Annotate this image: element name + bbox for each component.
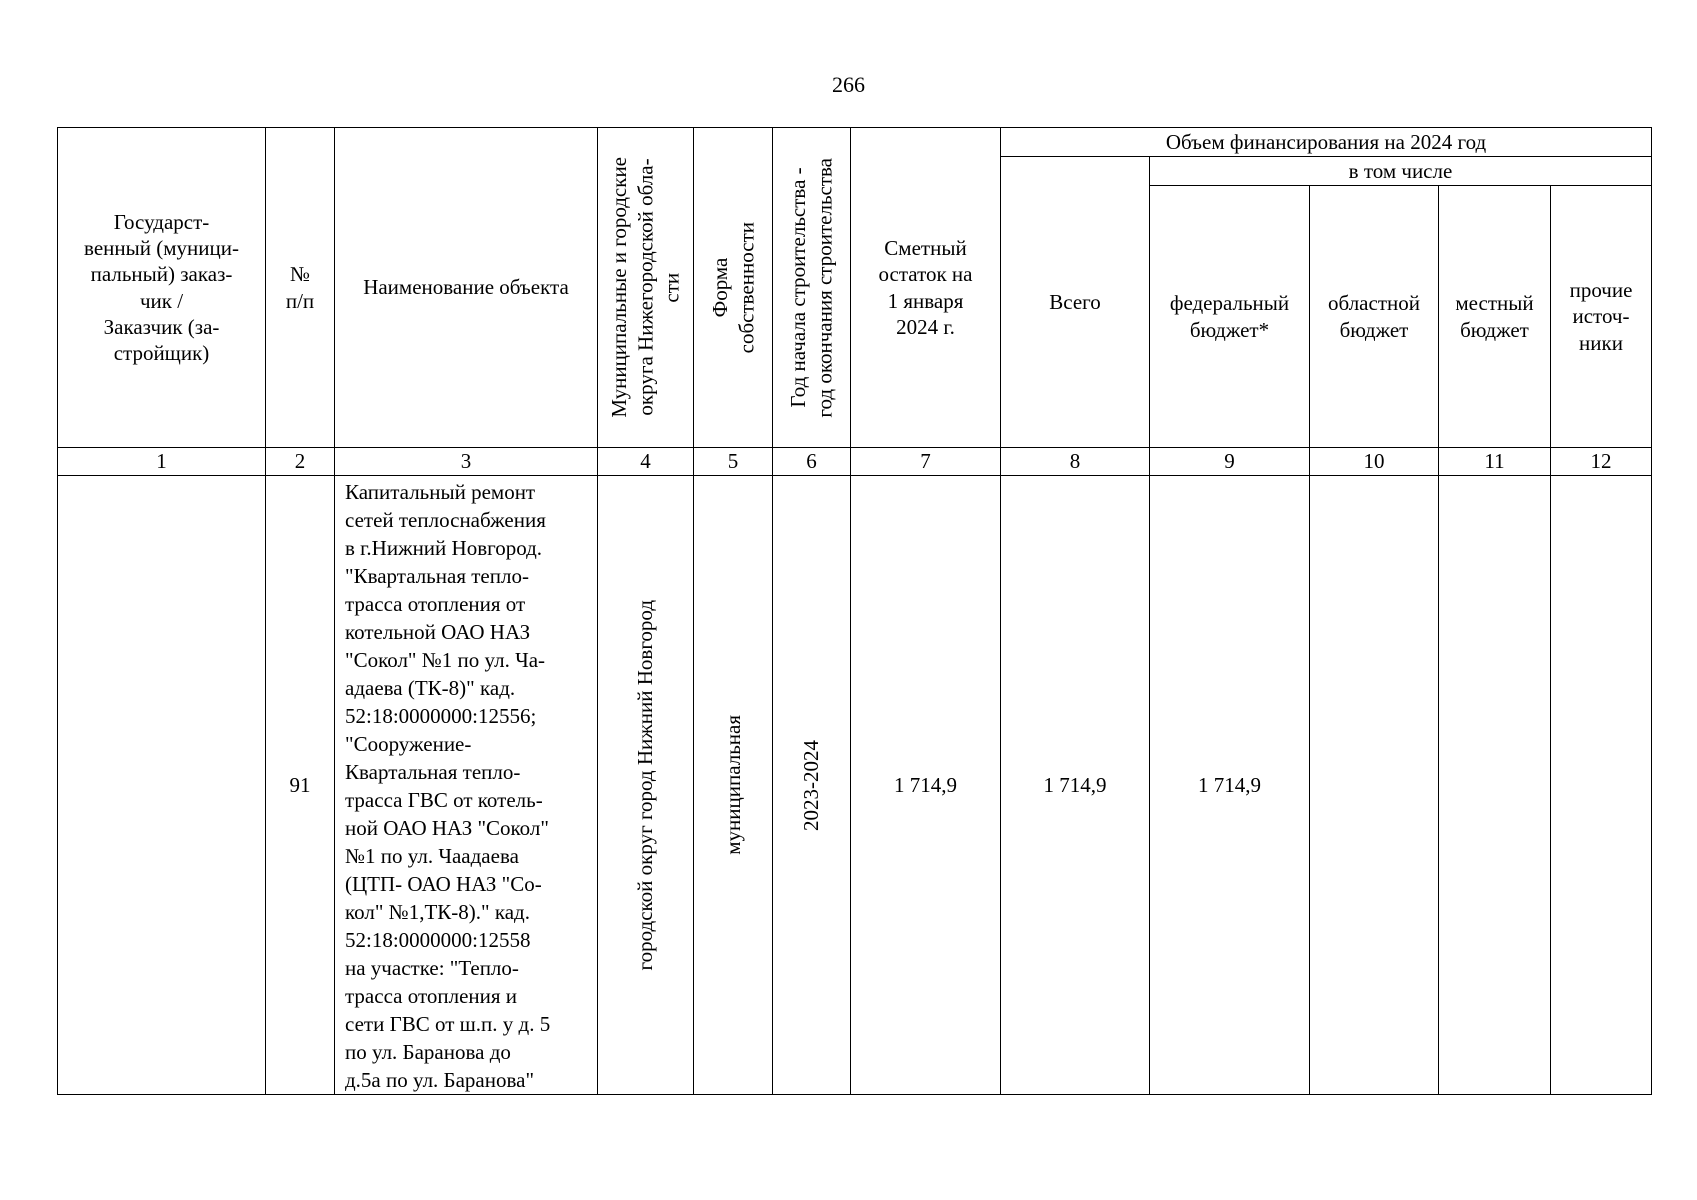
- header-including: в том числе: [1150, 157, 1652, 186]
- cell-customer: [58, 476, 266, 1095]
- header-years: [773, 128, 851, 448]
- cell-ownership-text: муниципальная: [720, 715, 745, 855]
- cell-estimate: 1 714,9: [851, 476, 1001, 1095]
- header-municipality-text: Муниципальные и городские округа Нижегородской обла- сти: [607, 157, 684, 418]
- header-total: Всего: [1001, 157, 1150, 448]
- column-number: 12: [1551, 448, 1652, 476]
- header-other: прочие источ- ники: [1551, 186, 1652, 448]
- header-number: № п/п: [266, 128, 335, 448]
- cell-total: 1 714,9: [1001, 476, 1150, 1095]
- column-number: 5: [694, 448, 773, 476]
- cell-local: [1439, 476, 1551, 1095]
- header-ownership: [694, 128, 773, 448]
- header-years-text: Год начала строительства - год окончания строительства: [786, 157, 837, 418]
- cell-years-text: 2023-2024: [799, 739, 824, 831]
- header-funding-title: Объем финансирования на 2024 год: [1001, 128, 1652, 157]
- cell-number: 91: [266, 476, 335, 1095]
- column-number: 3: [335, 448, 598, 476]
- page-number: 266: [832, 72, 865, 97]
- header-federal: федеральный бюджет*: [1150, 186, 1310, 448]
- column-number: 2: [266, 448, 335, 476]
- header-object-name: Наименование объекта: [335, 128, 598, 448]
- cell-municipality: [598, 476, 694, 1095]
- column-numbers-row: [58, 448, 1652, 476]
- cell-municipality-text: городской округ город Нижний Новгород: [633, 599, 658, 971]
- table-row: [58, 476, 1652, 1095]
- cell-object-name: Капитальный ремонт сетей теплоснабжения в г.Нижний Новгород. "Квартальная тепло- трасса отопления от котельной ОАО НАЗ "Сокол" №1 по ул. Ча- адаева (ТК-8)" кад. 52:18:0000000:12556; "Сооружение- Квартальная тепло- трасса ГВС от котель- ной ОАО НАЗ "Сокол" №1 по ул. Чаадаева (ЦТП- ОАО НАЗ "Со- кол" №1,ТК-8)." кад. 52:18:0000000:12558 на участке: "Тепло- трасса отопления и сети ГВС от ш.п. у д. 5 по ул. Баранова до д.5а по ул. Баранова": [335, 476, 598, 1095]
- cell-ownership: [694, 476, 773, 1095]
- header-local: местный бюджет: [1439, 186, 1551, 448]
- column-number: 8: [1001, 448, 1150, 476]
- cell-other: [1551, 476, 1652, 1095]
- column-number: 11: [1439, 448, 1551, 476]
- cell-regional: [1310, 476, 1439, 1095]
- cell-federal: 1 714,9: [1150, 476, 1310, 1095]
- header-estimate: Сметный остаток на 1 января 2024 г.: [851, 128, 1001, 448]
- header-municipality: [598, 128, 694, 448]
- header-customer: Государст- венный (муници- пальный) заказ- чик / Заказчик (за- стройщик): [58, 128, 266, 448]
- column-number: 9: [1150, 448, 1310, 476]
- header-regional: областной бюджет: [1310, 186, 1439, 448]
- cell-years: [773, 476, 851, 1095]
- column-number: 6: [773, 448, 851, 476]
- column-number: 1: [58, 448, 266, 476]
- header-ownership-text: Форма собственности: [707, 221, 758, 354]
- column-number: 4: [598, 448, 694, 476]
- column-number: 10: [1310, 448, 1439, 476]
- financing-table: [57, 127, 1652, 1095]
- column-number: 7: [851, 448, 1001, 476]
